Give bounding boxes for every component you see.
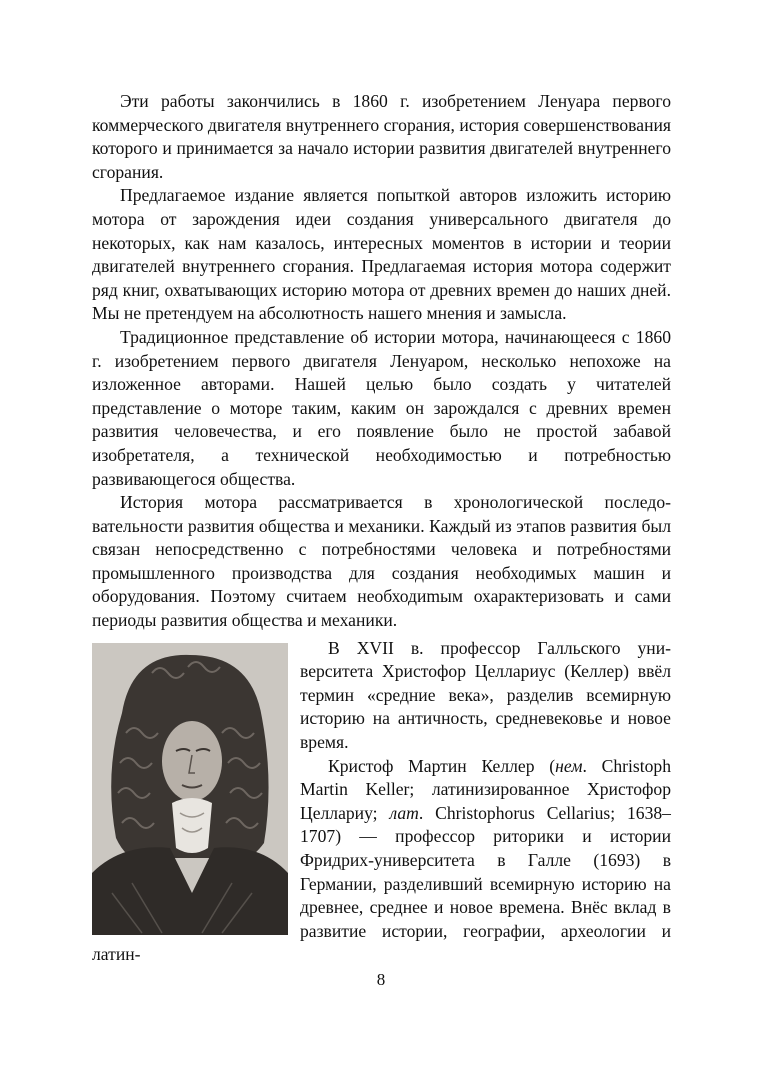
portrait-image [92, 643, 288, 935]
paragraph-2: Предлагаемое издание является попыткой авторов изложить историю мотора от зарождения идеи создания универсального двигателя до некоторых, как нам казалось, интересных моментов в истории и теории двигателей внутреннего сгорания. Предлагаемая история мотора содержит ряд книг, охватывающих историю мотора от древних времен до наших дней. Мы не претендуем на абсолютность нашего мнения и замысла. [92, 185, 671, 324]
page-body [92, 90, 671, 967]
portrait-engraving [92, 643, 288, 935]
side-paragraph-2-italic2: лат [389, 802, 419, 823]
paragraph-4: История мотора рассматривается в хронологической последовательности развития общества и механики. Каждый из этапов развития был связан непосредственно с потребностями человека и потребностями промышленного производства для создания необходимых машин и оборудования. Поэтому считаем необходиmым охарактеризовать и сами периоды развития общества и механики. [92, 492, 671, 631]
side-paragraph-2-italic1: нем [555, 755, 583, 776]
paragraph-1: Эти работы закончились в 1860 г. изобретением Ленуара первого коммерческого двигателя внутреннего сгорания, история совершенствования которого и принимается за начало истории развития двигателей внутреннего сгорания. [92, 91, 671, 182]
paragraph-3: Традиционное представление об истории мотора, начинающееся с 1860 г. изобретением первого двигателя Ленуаром, несколько непохоже на изложенное авторами. Нашей целью было создать у читателей представление о моторе таким, каким он зарождался с древних времен развития человечества, и его появление было не простой забавой изобретателя, а технической необходимостью и потребностью развивающегося общества. [92, 326, 671, 489]
side-paragraph-2-part3: . Christophorus Cellarius; 1638–1707) — профессор риторики и истории Фридрих-университета в Галле (1693) в Германии, разделивший всемирную историю на древнее, среднее и новое времена. Внёс вклад в развитие истории, географии, археологии и латин- [92, 802, 671, 965]
side-paragraph-1: В XVII в. профессор Галльского университета Христофор Целлариус (Келлер) ввёл термин «средние века», разделив всемирную историю на античность, средневековье и новое время. [300, 637, 671, 753]
side-paragraph-2-part1: Кристоф Мартин Келлер ( [328, 755, 556, 776]
portrait-section [92, 637, 671, 967]
page-number: 8 [376, 970, 386, 989]
side-paragraph-2-part2: . Christoph Martin Keller; латинизированное Христофор Целлариу; [300, 755, 671, 823]
